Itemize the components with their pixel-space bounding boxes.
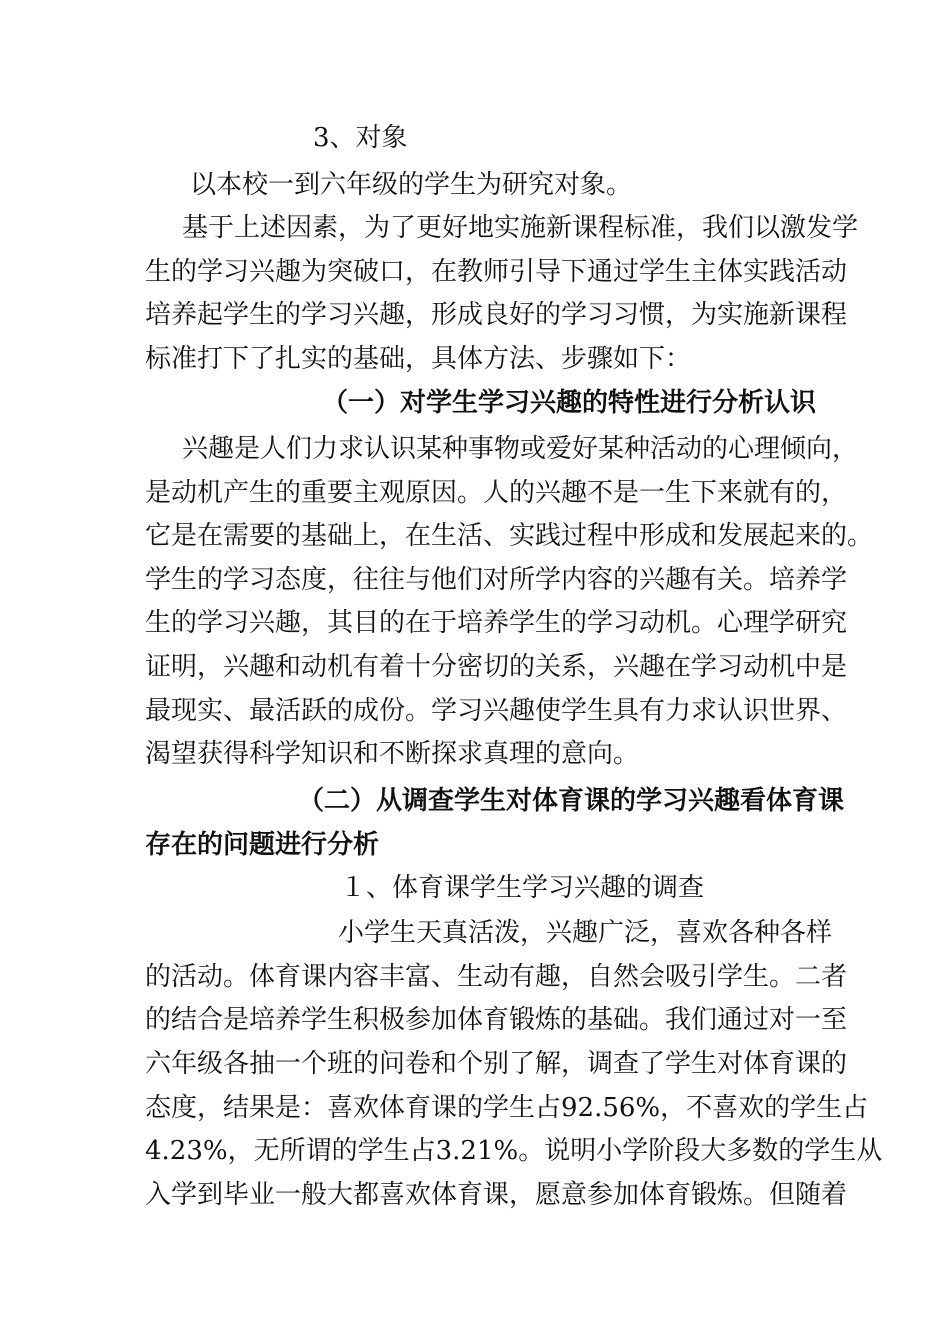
paragraph-line: 证明，兴趣和动机有着十分密切的关系，兴趣在学习动机中是 [145, 652, 848, 682]
paragraph-line: 4.23%，无所谓的学生占3.21%。说明小学阶段大多数的学生从 [145, 1136, 883, 1166]
paragraph-line: 标准打下了扎实的基础，具体方法、步骤如下： [145, 344, 692, 374]
paragraph-line: 六年级各抽一个班的问卷和个别了解，调查了学生对体育课的 [145, 1049, 848, 1079]
paragraph-line: 的结合是培养学生积极参加体育锻炼的基础。我们通过对一至 [145, 1005, 848, 1035]
paragraph-line: 生的学习兴趣为突破口，在教师引导下通过学生主体实践活动 [145, 257, 848, 287]
paragraph-line: 最现实、最活跃的成份。学习兴趣使学生具有力求认识世界、 [145, 696, 848, 726]
section-heading-two: （二）从调查学生对体育课的学习兴趣看体育课 [298, 786, 845, 816]
paragraph-line: 基于上述因素，为了更好地实施新课程标准，我们以激发学 [182, 213, 859, 243]
section-heading-object: 3、对象 [313, 123, 408, 153]
paragraph-line: 态度，结果是：喜欢体育课的学生占92.56%，不喜欢的学生占 [145, 1093, 869, 1123]
paragraph-line: 是动机产生的重要主观原因。人的兴趣不是一生下来就有的， [145, 478, 848, 508]
paragraph-line: 兴趣是人们力求认识某种事物或爱好某种活动的心理倾向， [182, 434, 859, 464]
subsection-heading-survey: １、体育课学生学习兴趣的调查 [340, 873, 705, 903]
paragraph-line: 学生的学习态度，往往与他们对所学内容的兴趣有关。培养学 [145, 565, 848, 595]
section-heading-one: （一）对学生学习兴趣的特性进行分析认识 [322, 388, 817, 418]
paragraph-line: 入学到毕业一般大都喜欢体育课，愿意参加体育锻炼。但随着 [145, 1180, 848, 1210]
paragraph-line: 以本校一到六年级的学生为研究对象。 [190, 170, 633, 200]
paragraph-line: 培养起学生的学习兴趣，形成良好的学习习惯，为实施新课程 [145, 300, 848, 330]
paragraph-line: 的活动。体育课内容丰富、生动有趣，自然会吸引学生。二者 [145, 962, 848, 992]
paragraph-line: 它是在需要的基础上，在生活、实践过程中形成和发展起来的。 [145, 521, 874, 551]
paragraph-line: 生的学习兴趣，其目的在于培养学生的学习动机。心理学研究 [145, 608, 848, 638]
paragraph-line: 小学生天真活泼，兴趣广泛，喜欢各种各样 [338, 918, 833, 948]
section-heading-two-continued: 存在的问题进行分析 [145, 830, 380, 860]
paragraph-line: 渴望获得科学知识和不断探求真理的意向。 [145, 739, 640, 769]
